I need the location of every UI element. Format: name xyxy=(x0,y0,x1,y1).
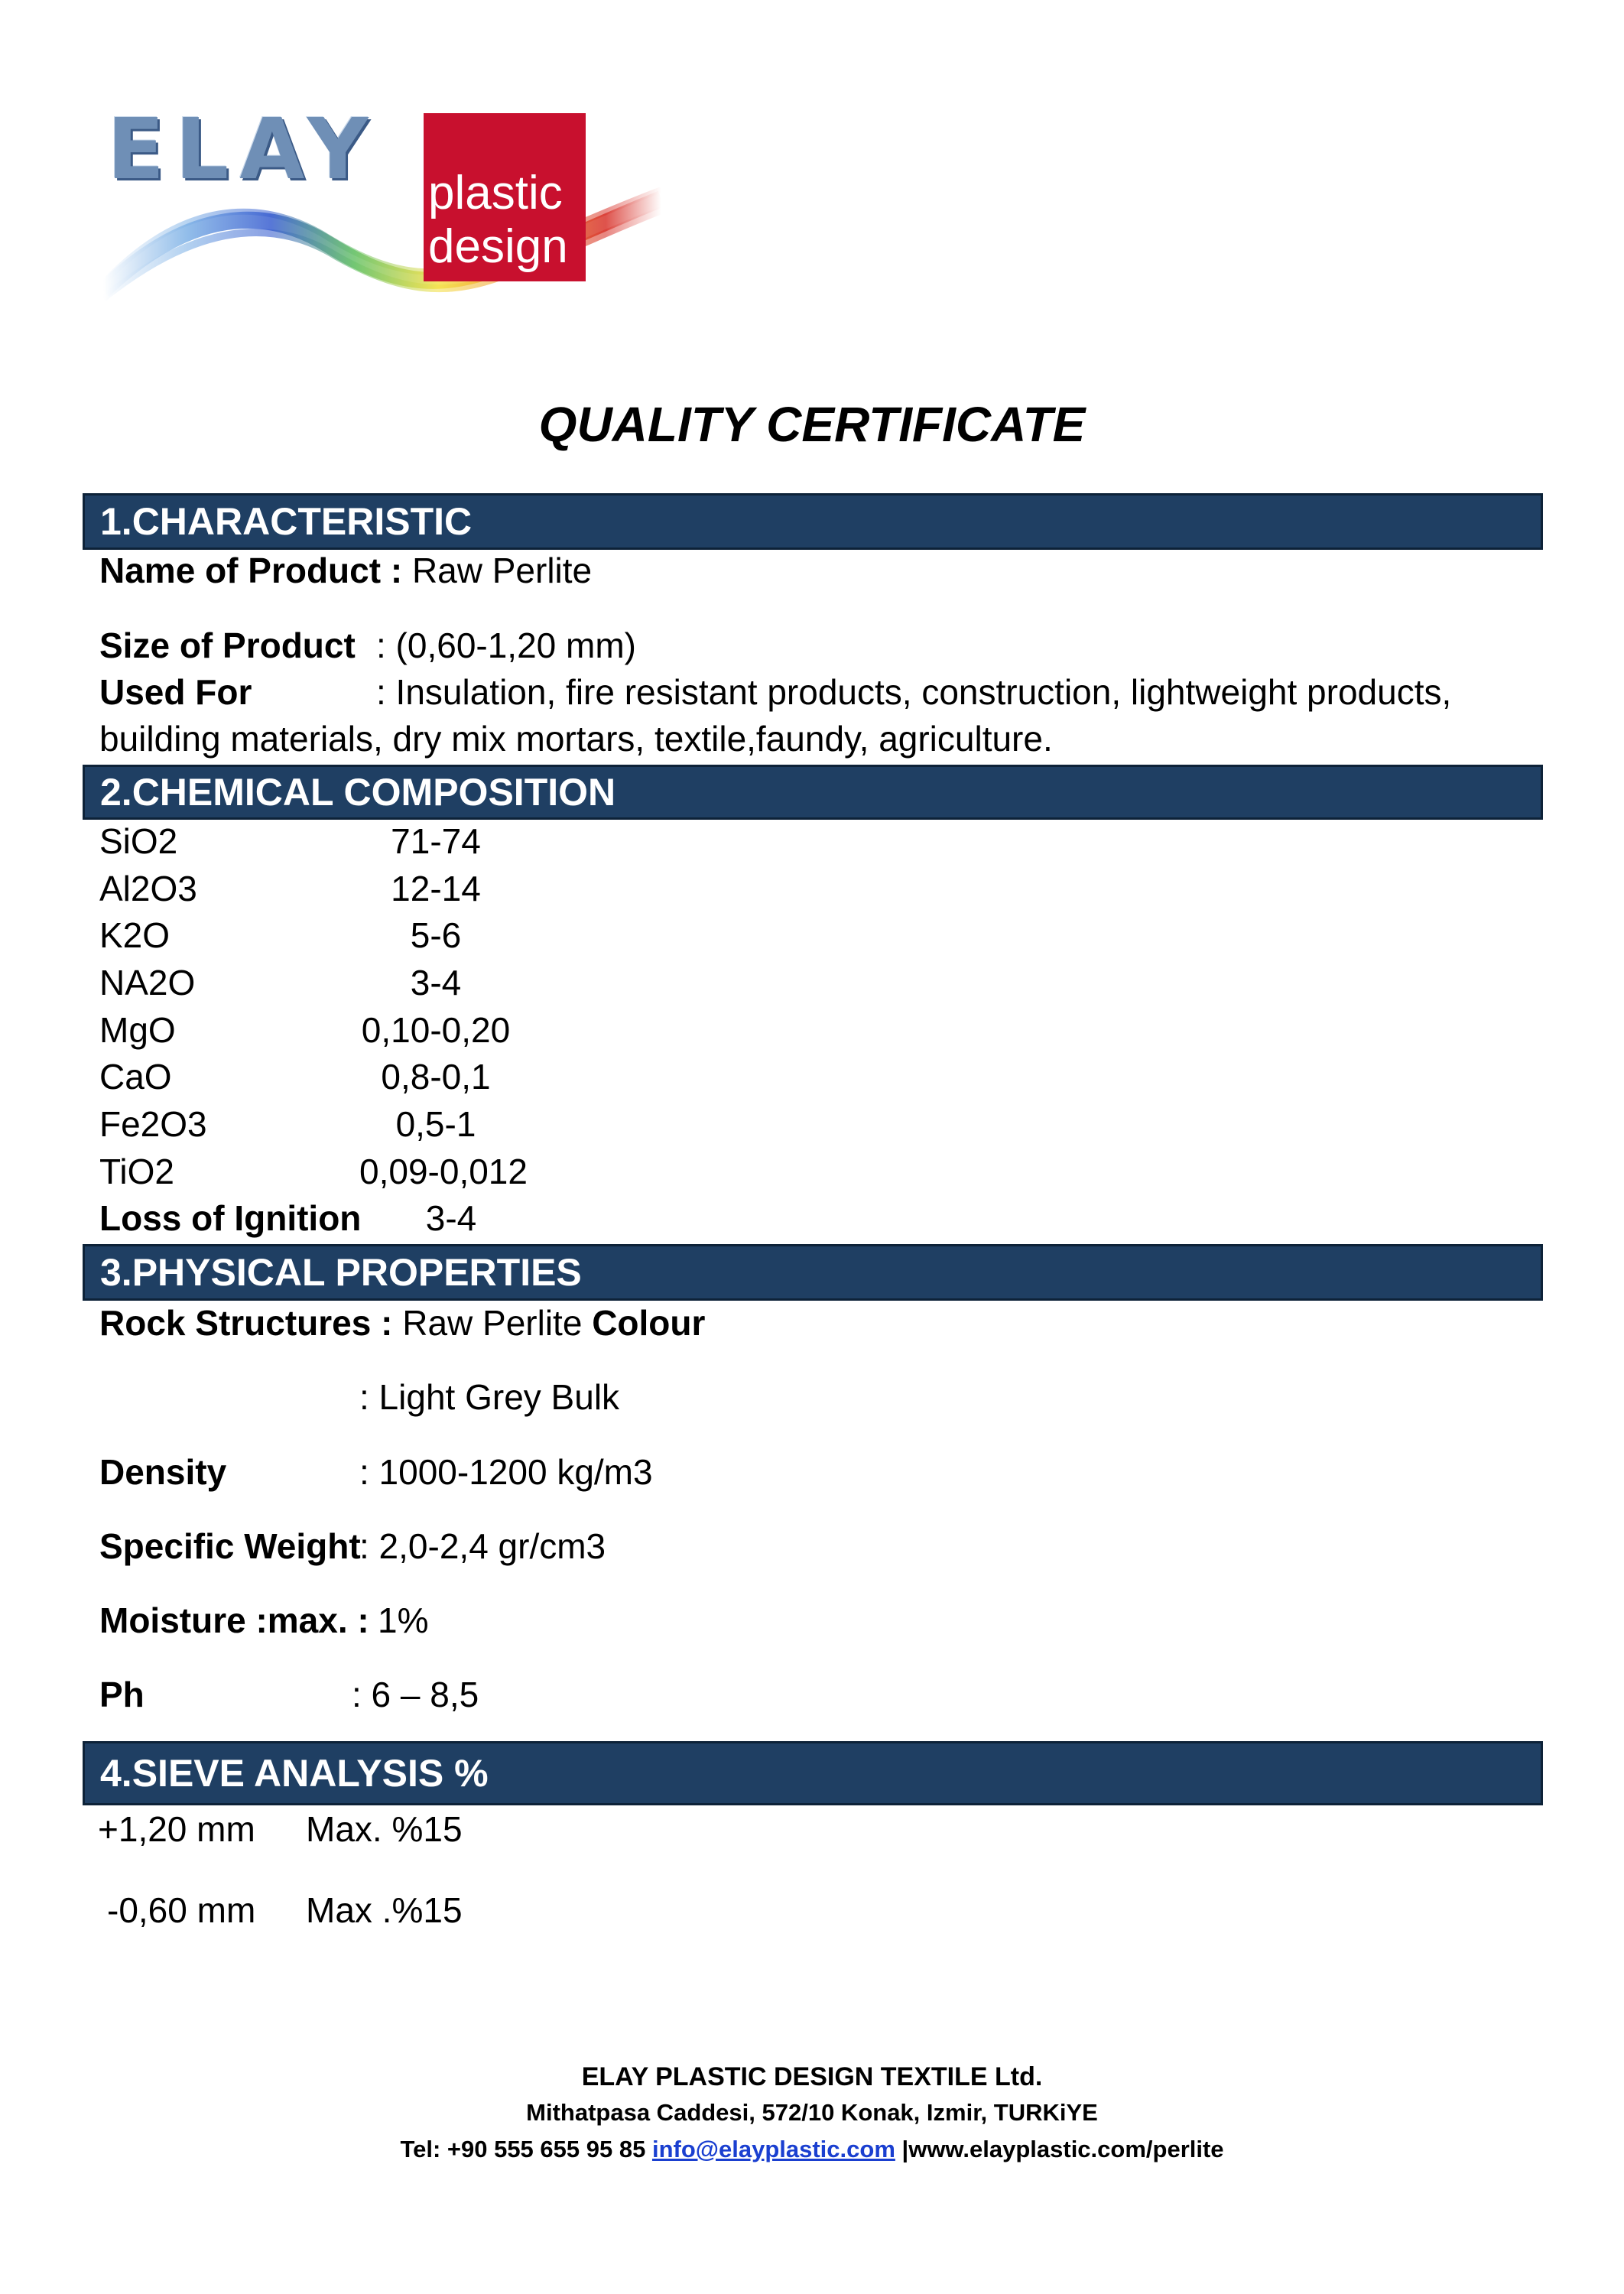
sieve-value: Max. %15 xyxy=(306,1809,463,1849)
chemical-name: TiO2 xyxy=(99,1152,174,1191)
section-heading-chemical: 2.CHEMICAL COMPOSITION xyxy=(83,765,1543,820)
ph-label: Ph xyxy=(99,1675,145,1714)
chemical-value: 71-74 xyxy=(391,821,481,861)
colour-label: Colour xyxy=(592,1303,706,1343)
chemical-name: K2O xyxy=(99,915,171,955)
rock-structure-label: Rock Structures : xyxy=(99,1303,393,1343)
product-size-value: : (0,60-1,20 mm) xyxy=(376,625,636,665)
chemical-value: 3-4 xyxy=(425,1198,477,1238)
footer-company: ELAY PLASTIC DESIGN TEXTILE Ltd. xyxy=(581,2062,1043,2091)
moisture-value: 1% xyxy=(378,1600,429,1640)
chemical-value: 0,8-0,1 xyxy=(381,1057,491,1097)
logo-wordmark: ELAY xyxy=(107,100,379,198)
footer-email-link[interactable]: info@elayplastic.com xyxy=(651,2136,895,2162)
rock-structure-value: Raw Perlite xyxy=(402,1303,583,1343)
product-name-value: Raw Perlite xyxy=(411,551,593,590)
ph-value: : 6 – 8,5 xyxy=(352,1675,479,1714)
footer-website: www.elayplastic.com/perlite xyxy=(908,2136,1224,2162)
sieve-value: Max .%15 xyxy=(306,1890,463,1930)
section-heading-characteristic: 1.CHARACTERISTIC xyxy=(83,493,1543,550)
chemical-name: MgO xyxy=(99,1010,176,1050)
chemical-value: 5-6 xyxy=(410,915,462,955)
document-title: QUALITY CERTIFICATE xyxy=(538,397,1086,452)
used-for-label: Used For xyxy=(99,672,252,712)
rock-structure-row xyxy=(99,1300,705,1346)
chemical-value: 3-4 xyxy=(410,963,462,1002)
moisture-label: Moisture :max. : xyxy=(99,1600,369,1640)
chemical-name: NA2O xyxy=(99,963,196,1002)
density-value: : 1000-1200 kg/m3 xyxy=(359,1452,653,1492)
chemical-name: Loss of Ignition xyxy=(99,1198,362,1238)
footer-separator: | xyxy=(901,2136,909,2162)
used-for-value-continued: building materials, dry mix mortars, textile,faundy, agriculture. xyxy=(99,719,1053,759)
chemical-name: SiO2 xyxy=(99,821,178,861)
chemical-value: 0,10-0,20 xyxy=(361,1010,511,1050)
specific-weight-value: : 2,0-2,4 gr/cm3 xyxy=(359,1526,606,1566)
product-name-row xyxy=(99,548,592,593)
chemical-name: Al2O3 xyxy=(99,869,197,908)
chemical-value: 0,5-1 xyxy=(395,1104,476,1144)
used-for-value: : Insulation, fire resistant products, construction, lightweight products, xyxy=(376,672,1452,712)
section-heading-sieve: 4.SIEVE ANALYSIS % xyxy=(83,1741,1543,1805)
footer-tel: Tel: +90 555 655 95 85 xyxy=(400,2136,646,2162)
colour-value: : Light Grey Bulk xyxy=(359,1377,620,1417)
company-logo xyxy=(99,100,665,291)
specific-weight-label: Specific Weight xyxy=(99,1526,361,1566)
section-heading-physical: 3.PHYSICAL PROPERTIES xyxy=(83,1244,1543,1301)
sieve-size: +1,20 mm xyxy=(98,1809,255,1849)
chemical-name: CaO xyxy=(99,1057,172,1097)
footer-contact xyxy=(0,2133,1624,2166)
product-name-label: Name of Product : xyxy=(99,551,403,590)
sieve-size: -0,60 mm xyxy=(107,1890,256,1930)
product-size-label: Size of Product xyxy=(99,625,356,665)
logo-sub-line2: design xyxy=(428,220,568,273)
chemical-value: 12-14 xyxy=(391,869,481,908)
footer-address: Mithatpasa Caddesi, 572/10 Konak, Izmir, TURKiYE xyxy=(526,2099,1098,2126)
logo-sub-line1: plastic xyxy=(428,167,563,219)
chemical-name: Fe2O3 xyxy=(99,1104,207,1144)
density-label: Density xyxy=(99,1452,227,1492)
chemical-value: 0,09-0,012 xyxy=(359,1152,528,1191)
